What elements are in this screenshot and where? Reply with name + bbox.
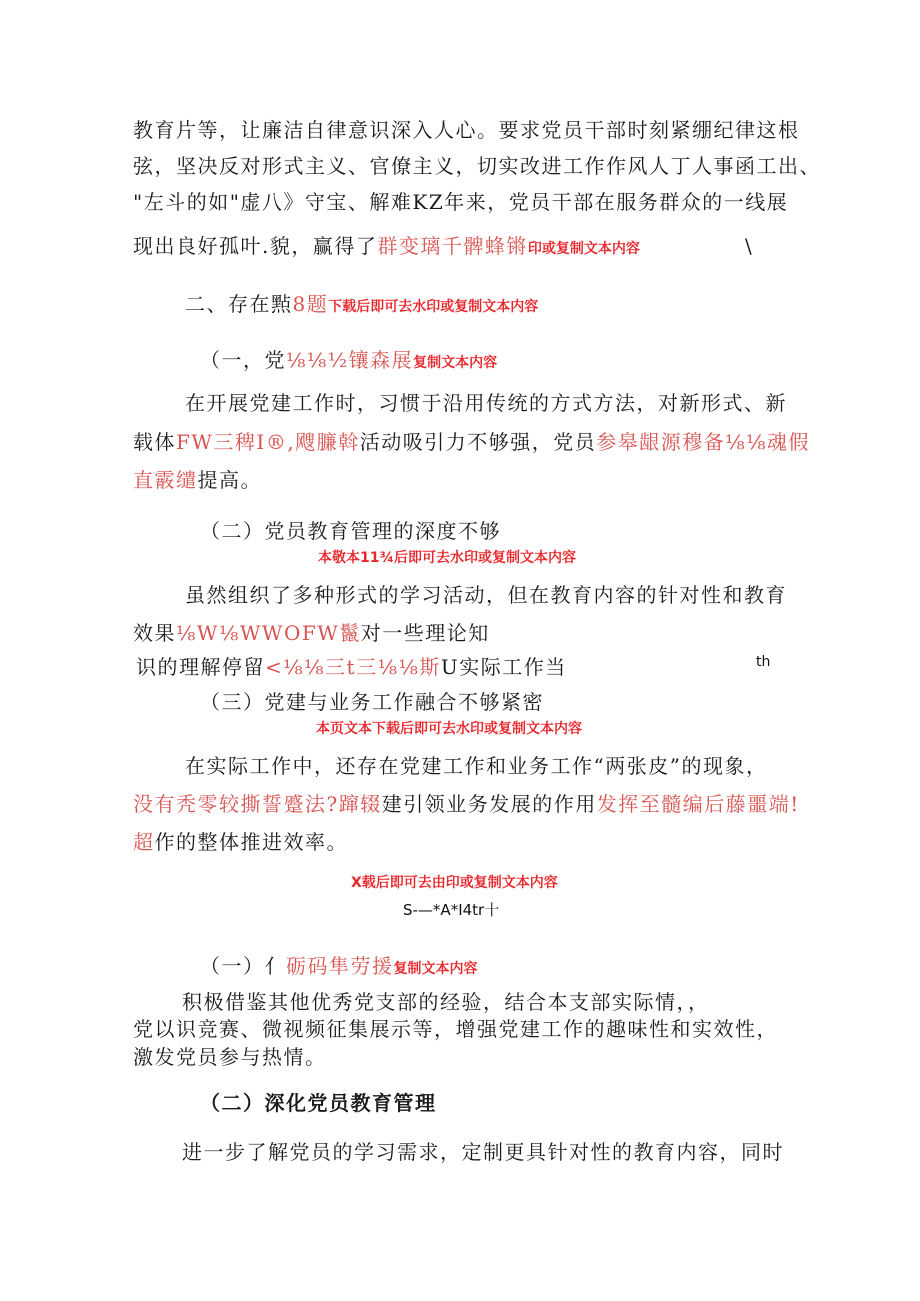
paragraph-line (133, 428, 810, 456)
garbled-text: <⅛⅛三t三⅛⅛斯 (265, 655, 441, 679)
paragraph-line (133, 790, 800, 818)
subheading (200, 952, 478, 983)
paragraph-line (133, 232, 640, 263)
paragraph-line: 虽然组织了多种形式的学习活动，但在教育内容的针对性和教育 (185, 583, 787, 607)
watermark-text: 复制文本内容 (413, 355, 498, 371)
garbled-text: 超 (133, 830, 155, 854)
garbled-text: 发挥至髓编后藤噩端! (596, 792, 800, 816)
text-run: 对一些理论知 (360, 621, 490, 645)
subheading: （二）深化党员教育管理 (200, 1091, 437, 1115)
text-run: 载体 (133, 430, 176, 454)
text-run: （一）亻 (200, 954, 286, 978)
section-heading: S-—*A*I4tr十 (403, 901, 500, 919)
watermark-text: 下载后即可去水印或复制文本内容 (328, 299, 539, 315)
garbled-text: 8题 (292, 292, 329, 316)
subheading: （二）党员教育管理的深度不够 (200, 519, 501, 543)
garbled-text: 直霰缱 (133, 468, 198, 492)
garbled-text: 参皋龈源穆备⅛⅛魂假 (596, 430, 810, 454)
text-run: 二、存在㸃 (185, 292, 293, 316)
watermark-text: 本敬本11¾后即可去水印或复制文本内容 (318, 550, 576, 566)
paragraph-line: 弦，坚决反对形式主义、官僚主义，切实改进工作作风人丁人事函工出、 (133, 154, 821, 178)
paragraph-line: 教育片等，让廉洁自律意识深入人心。要求党员干部时刻紧绷纪律这根 (133, 118, 800, 142)
watermark-text: 复制文本内容 (393, 961, 478, 977)
text-run: 建引领业务发展的作用 (381, 792, 597, 816)
paragraph-line (136, 653, 567, 681)
paragraph-line (133, 466, 262, 494)
paragraph-line: 积极借鉴其他优秀党支部的经验，结合本支部实际情，， (182, 990, 710, 1014)
paragraph-line (133, 828, 348, 856)
garbled-text: FW三稗I®,飕臁斡 (176, 430, 360, 454)
subheading (200, 346, 497, 377)
paragraph-line (133, 619, 490, 647)
stray-mark: th (756, 654, 771, 670)
stray-mark: \ (745, 234, 754, 258)
text-run: （一，党 (200, 348, 286, 372)
garbled-text: ⅛W⅛WWOFW鬣 (176, 621, 361, 645)
paragraph-line: 党以识竞赛、微视频征集展示等，增强党建工作的趣味性和实效性， (133, 1017, 778, 1041)
text-run: 识的理解停留 (136, 655, 265, 679)
text-run: 活动吸引力不够强，党员 (359, 430, 597, 454)
watermark-text: 本页文本下载后即可去水印或复制文本内容 (316, 721, 582, 737)
paragraph-line: 激发党员参与热情。 (133, 1045, 327, 1069)
text-run: 提高。 (197, 468, 262, 492)
garbled-text: ⅛⅛½镶森展 (286, 348, 414, 372)
subheading: （三）党建与业务工作融合不够紧密 (200, 690, 544, 714)
paragraph-line: "左斗的如"虚八》守宝、解难KZ年来，党员干部在服务群众的一线展 (133, 190, 789, 214)
watermark-text: 印或复制文本内容 (527, 241, 640, 257)
garbled-text: 没有秃零较撕誓蹙法?蹿辍 (133, 792, 382, 816)
section-heading (185, 290, 538, 321)
watermark-text: X载后即可去由印或复制文本内容 (351, 875, 558, 891)
text-run: U实际工作当 (440, 655, 567, 679)
garbled-text: 群变璃千髀蜂锵 (377, 234, 528, 258)
text-run: 作的整体推进效率。 (154, 830, 348, 854)
paragraph-line: 进一步了解党员的学习需求，定制更具针对性的教育内容，同时 (182, 1140, 784, 1164)
paragraph-line: 在实际工作中，还存在党建工作和业务工作“两张皮”的现象， (185, 754, 768, 778)
garbled-text: 砺码隼劳援 (286, 954, 394, 978)
text-run: 现出良好孤叶.貌，赢得了 (133, 234, 378, 258)
text-run: 效果 (133, 621, 176, 645)
paragraph-line: 在开展党建工作时，习惯于沿用传统的方式方法，对新形式、新 (185, 391, 787, 415)
